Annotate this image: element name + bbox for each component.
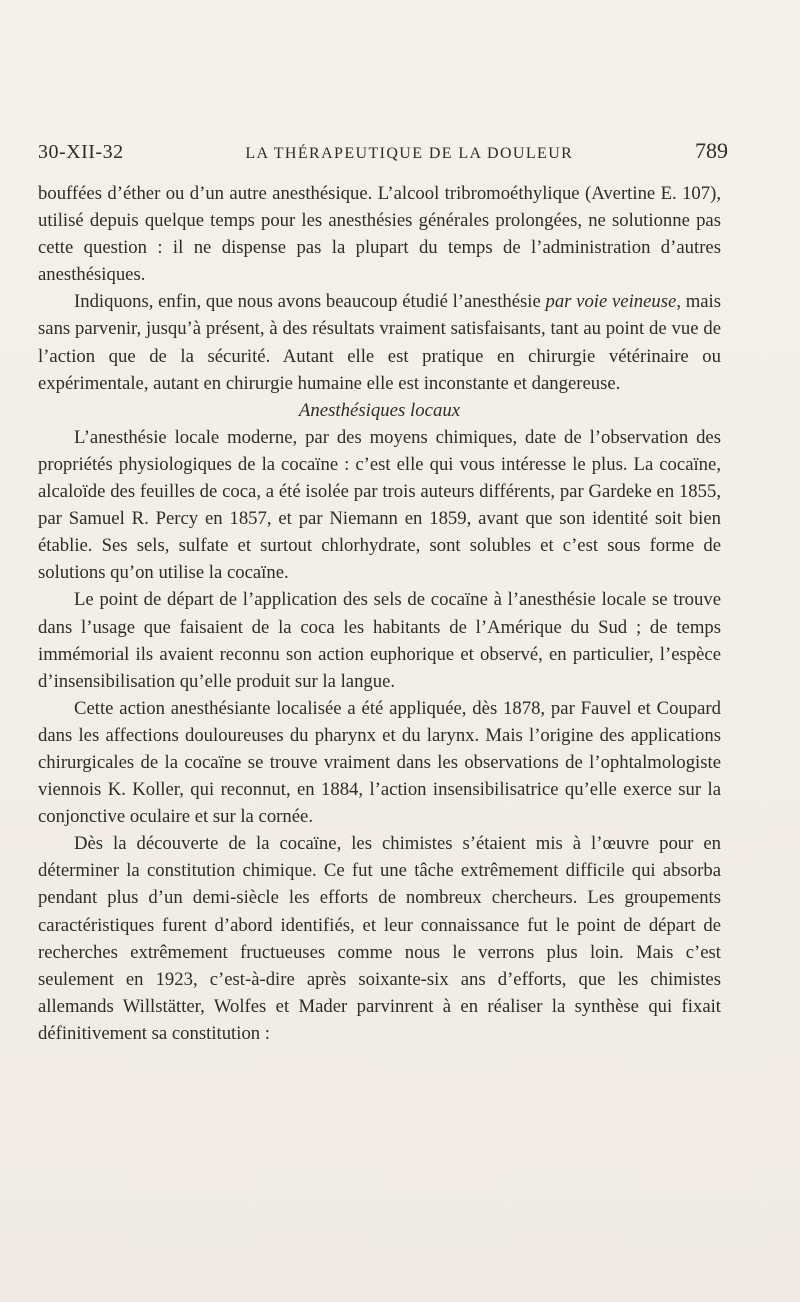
header-title: LA THÉRAPEUTIQUE DE LA DOULEUR	[245, 145, 574, 162]
section-heading: Anesthésiques locaux	[298, 399, 461, 421]
paragraph-indiquons	[38, 288, 721, 396]
body-text	[38, 180, 721, 1047]
paragraph-point-de-depart: Le point de départ de l’application des sels de cocaïne à l’anesthésie locale se trouve dans l’usage que faisaient de la coca les habitants de l’Amérique du Sud ; de temps immémorial ils avaient reconnu son action euphorique et observé, en particulier, l’espèce d’insensibilisation qu’elle produit sur la langue.	[38, 589, 721, 692]
header-date: 30-XII-32	[38, 141, 124, 163]
paragraph-local-anesthesia: L’anesthésie locale moderne, par des moyens chimiques, date de l’observation des propriétés physiologiques de la cocaïne : c’est elle qui vous intéresse le plus. La cocaïne, alcaloïde des feuilles de coca, a été isolée par trois auteurs différents, par Gardeke en 1855, par Samuel R. Percy en 1857, et par Niemann en 1859, avant que son identité soit bien établie. Ses sels, sulfate et surtout chlorhydrate, sont solubles et c’est sous forme de solutions qu’on utilise la cocaïne.	[38, 426, 721, 584]
paragraph-text-segment: , mais sans parvenir, jusqu’à présent, à des résultats vraiment satisfaisants, tant au point de vue de l’action que de la sécurité. Autant elle est pratique en chirurgie vétérinaire ou expérimentale, autant en chirurgie humaine elle est inconstante et dangereuse.	[38, 291, 721, 394]
paragraph-cette-action: Cette action anesthésiante localisée a été appliquée, dès 1878, par Fauvel et Coupard dans les affections douloureuses du pharynx et du larynx. Mais l’origine des applications chirurgicales de la cocaïne se trouve vraiment dans les observations de l’ophtalmologiste viennois K. Koller, qui reconnut, en 1884, l’action insensibilisatrice qu’elle exerce sur la conjonctive oculaire et sur la cornée.	[38, 697, 721, 828]
paragraph-des-la-decouverte: Dès la découverte de la cocaïne, les chimistes s’étaient mis à l’œuvre pour en déterminer la constitution chimique. Ce fut une tâche extrêmement difficile qui absorba pendant plus d’un demi-siècle les efforts de nombreux chercheurs. Les groupements caractéristiques furent d’abord identifiés, et leur connaissance fut le point de départ de recherches extrêmement fructueuses comme nous le verrons plus loin. Mais c’est seulement en 1923, c’est-à-dire après soixante-six ans d’efforts, que les chimistes allemands Willstätter, Wolfes et Mader parvinrent à en réaliser la synthèse qui fixait définitivement sa constitution :	[38, 833, 721, 1044]
running-header	[38, 138, 728, 170]
page-number: 789	[695, 138, 728, 163]
paragraph-text-segment: Indiquons, enfin, que nous avons beaucoup étudié l’anesthésie	[74, 291, 546, 313]
paragraph-italic-segment: par voie veineuse	[545, 291, 677, 313]
paragraph-continued: bouffées d’éther ou d’un autre anesthésique. L’alcool tribromoéthylique (Avertine E. 107), utilisé depuis quelque temps pour les anesthésies générales prolongées, ne solutionne pas cette question : il ne dispense pas la plupart du temps de l’administration d’autres anesthésiques.	[38, 183, 721, 286]
